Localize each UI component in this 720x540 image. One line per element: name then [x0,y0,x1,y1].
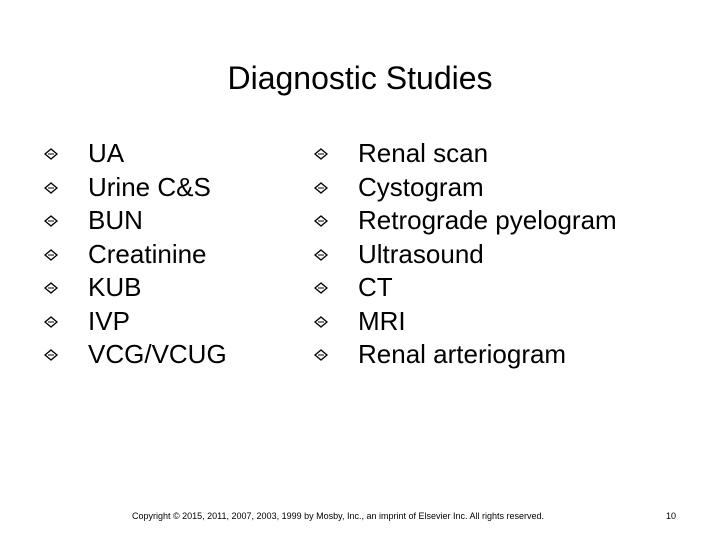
bullet-item [44,204,304,238]
hollow-diamond-bullet-icon [44,215,58,227]
bullet-item [314,271,694,305]
hollow-diamond-bullet-icon [44,148,58,160]
hollow-diamond-bullet-icon [314,215,328,227]
bullet-item [314,137,694,171]
left-bullet-list [44,137,304,372]
bullet-item [44,305,304,339]
hollow-diamond-bullet-icon [314,249,328,261]
bullet-item [314,204,694,238]
bullet-text: Renal scan [358,138,489,168]
bullet-text: UA [88,138,125,168]
bullet-text: MRI [358,305,406,336]
bullet-text: Urine C&S [88,171,211,202]
hollow-diamond-bullet-icon [44,182,58,194]
bullet-text: IVP [88,305,130,336]
bullet-item [314,338,694,372]
bullet-item [314,171,694,205]
bullet-text: VCG/VCUG [88,339,227,369]
bullet-text: KUB [88,272,142,302]
hollow-diamond-bullet-icon [44,282,58,294]
hollow-diamond-bullet-icon [314,282,328,294]
bullet-text: Creatinine [88,238,207,269]
bullet-text: Retrograde pyelogram [358,205,617,235]
bullet-item [44,137,304,171]
hollow-diamond-bullet-icon [314,349,328,361]
bullet-text: Renal arteriogram [358,339,567,369]
hollow-diamond-bullet-icon [44,249,58,261]
bullet-item [44,238,304,272]
right-bullet-list [314,137,694,372]
page-number: 10 [666,511,677,521]
bullet-item [314,305,694,339]
hollow-diamond-bullet-icon [314,148,328,160]
bullet-item [44,171,304,205]
bullet-text: Ultrasound [358,238,484,269]
hollow-diamond-bullet-icon [44,316,58,328]
hollow-diamond-bullet-icon [314,316,328,328]
slide-title: Diagnostic Studies [227,60,493,96]
bullet-text: Cystogram [358,171,484,202]
hollow-diamond-bullet-icon [44,349,58,361]
copyright-notice: Copyright © 2015, 2011, 2007, 2003, 1999 by Mosby, Inc., an imprint of Elsevier Inc. All rights reserved. [132,511,545,521]
bullet-item [314,238,694,272]
bullet-text: CT [358,272,393,302]
bullet-item [44,338,304,372]
bullet-text: BUN [88,205,143,235]
hollow-diamond-bullet-icon [314,182,328,194]
bullet-item [44,271,304,305]
